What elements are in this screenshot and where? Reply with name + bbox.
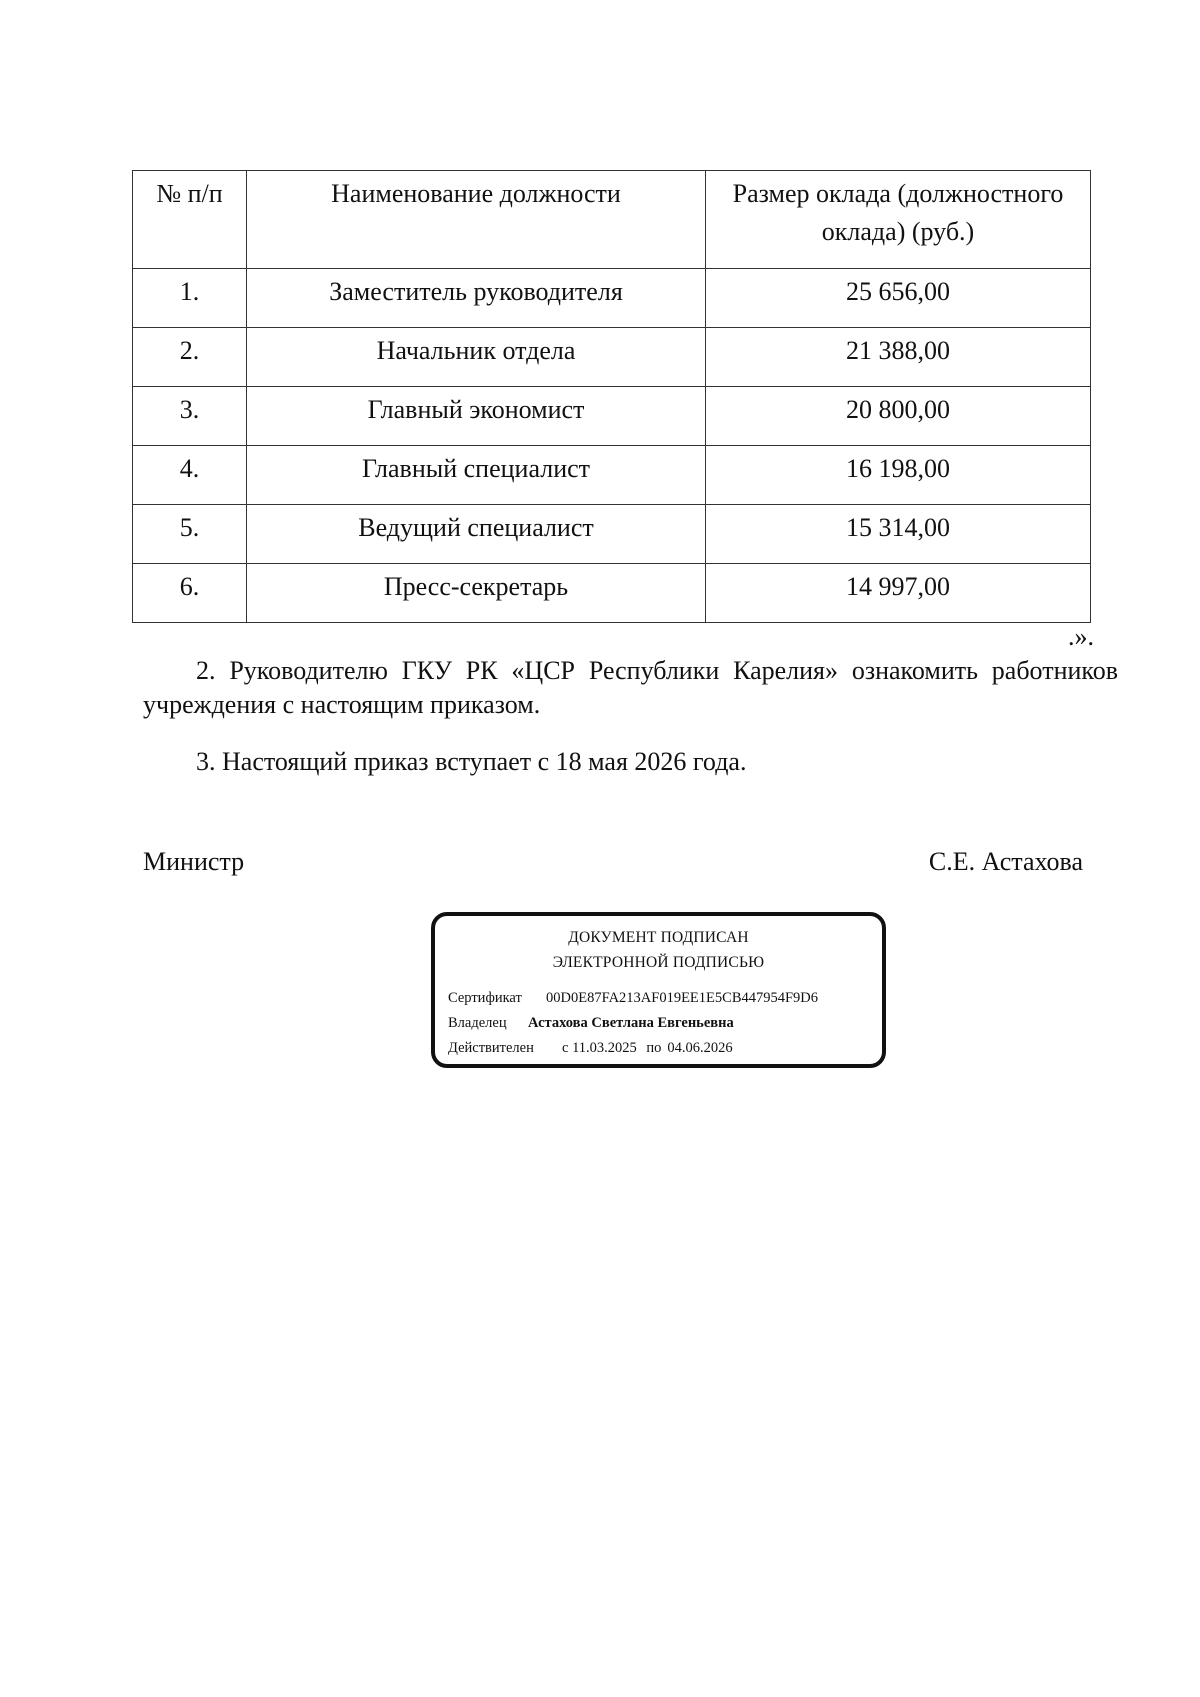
header-position: Наименование должности: [247, 171, 706, 269]
row-salary: 15 314,00: [706, 505, 1091, 564]
certificate-label: Сертификат: [448, 990, 522, 1006]
valid-from-prefix: с: [562, 1040, 569, 1056]
row-position: Пресс-секретарь: [247, 564, 706, 623]
signer-name: С.Е. Астахова: [928, 847, 1083, 876]
row-position: Заместитель руководителя: [247, 269, 706, 328]
table-row: [133, 505, 1091, 564]
table-row: [133, 446, 1091, 505]
row-salary: 14 997,00: [706, 564, 1091, 623]
paragraph-3: 3. Настоящий приказ вступает с 18 мая 2026 года.: [196, 747, 747, 776]
stamp-header-line1: ДОКУМЕНТ ПОДПИСАН: [568, 929, 749, 946]
row-number: 2.: [133, 328, 247, 387]
certificate-value: 00D0E87FA213AF019EE1E5CB447954F9D6: [546, 990, 819, 1006]
valid-from: 11.03.2025: [572, 1040, 637, 1056]
paragraph-2: 2. Руководителю ГКУ РК «ЦСР Республики Карелия» ознакомить работников учреждения с настоящим приказом.: [143, 656, 1118, 719]
row-number: 3.: [133, 387, 247, 446]
header-number: № п/п: [133, 171, 247, 269]
valid-to-prefix: по: [646, 1040, 662, 1056]
stamp-owner-row: [448, 1013, 734, 1033]
electronic-signature-stamp: [431, 912, 886, 1068]
row-number: 6.: [133, 564, 247, 623]
table-row: [133, 328, 1091, 387]
header-salary-line1: Размер оклада (должностного: [732, 179, 1064, 208]
table-row: [133, 387, 1091, 446]
row-salary: 21 388,00: [706, 328, 1091, 387]
signer-title: Министр: [143, 847, 245, 876]
row-position: Главный специалист: [247, 446, 706, 505]
owner-value: Астахова Светлана Евгеньевна: [528, 1015, 734, 1031]
valid-label: Действителен: [448, 1040, 534, 1056]
closing-quote: .».: [1068, 622, 1094, 651]
stamp-header: [435, 925, 882, 975]
table-header-row: [133, 171, 1091, 269]
stamp-certificate-row: [448, 988, 818, 1008]
row-number: 4.: [133, 446, 247, 505]
row-position: Начальник отдела: [247, 328, 706, 387]
row-number: 5.: [133, 505, 247, 564]
valid-to: 04.06.2026: [667, 1040, 733, 1056]
row-position: Ведущий специалист: [247, 505, 706, 564]
stamp-validity-row: [448, 1038, 733, 1058]
row-position: Главный экономист: [247, 387, 706, 446]
row-salary: 16 198,00: [706, 446, 1091, 505]
owner-label: Владелец: [448, 1015, 507, 1031]
table-row: [133, 269, 1091, 328]
header-salary: [706, 171, 1091, 269]
table-row: [133, 564, 1091, 623]
row-salary: 25 656,00: [706, 269, 1091, 328]
header-salary-line2: оклада) (руб.): [821, 217, 975, 246]
stamp-header-line2: ЭЛЕКТРОННОЙ ПОДПИСЬЮ: [552, 954, 765, 971]
row-salary: 20 800,00: [706, 387, 1091, 446]
row-number: 1.: [133, 269, 247, 328]
salary-table: [132, 170, 1091, 623]
